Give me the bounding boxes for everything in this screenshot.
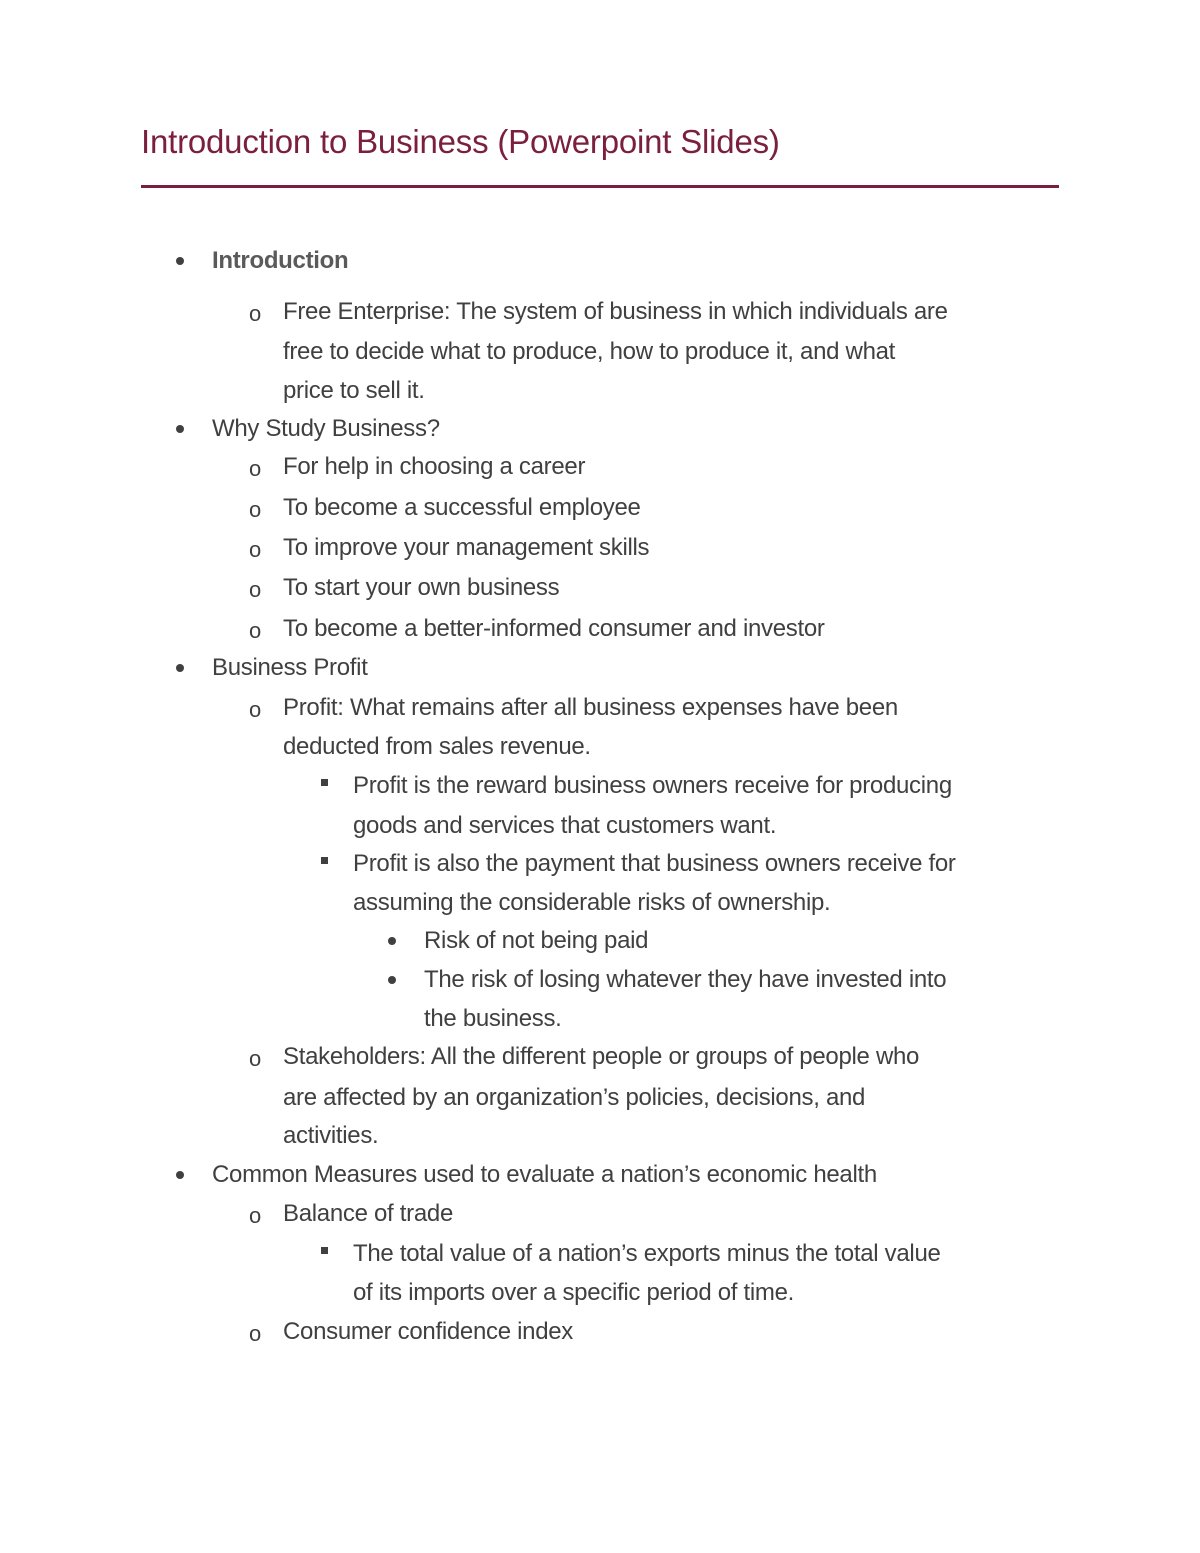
- why-item-1: For help in choosing a career: [283, 453, 586, 480]
- profit-payment-line-2: assuming the considerable risks of ownership.: [353, 889, 831, 916]
- bullet-dot-icon: [388, 937, 396, 945]
- hollow-bullet-icon: o: [249, 456, 262, 481]
- balance-def-line-1: The total value of a nation’s exports minus the total value: [353, 1240, 941, 1267]
- free-enterprise-line-1: Free Enterprise: The system of business in which individuals are: [283, 298, 948, 325]
- why-item-4: To start your own business: [283, 574, 560, 601]
- outline-heading-common-measures: Common Measures used to evaluate a nation’s economic health: [212, 1161, 877, 1188]
- risk-losing-line-2: the business.: [424, 1005, 562, 1032]
- stakeholders-line-2: are affected by an organization’s policies, decisions, and: [283, 1084, 866, 1111]
- why-item-5: To become a better-informed consumer and investor: [283, 615, 825, 642]
- outline-heading-introduction: Introduction: [212, 247, 349, 274]
- hollow-bullet-icon: o: [249, 697, 262, 722]
- why-item-3: To improve your management skills: [283, 534, 650, 561]
- stakeholders-line-1: Stakeholders: All the different people or groups of people who: [283, 1043, 920, 1070]
- hollow-bullet-icon: o: [249, 577, 262, 602]
- free-enterprise-line-2: free to decide what to produce, how to produce it, and what: [283, 338, 896, 365]
- hollow-bullet-icon: o: [249, 301, 262, 326]
- hollow-bullet-icon: o: [249, 537, 262, 562]
- why-item-2: To become a successful employee: [283, 494, 641, 521]
- profit-payment-line-1: Profit is also the payment that business owners receive for: [353, 850, 956, 877]
- bullet-dot-icon: [388, 976, 396, 984]
- outline-heading-why-study: Why Study Business?: [212, 415, 440, 442]
- hollow-bullet-icon: o: [249, 1203, 262, 1228]
- profit-def-line-1: Profit: What remains after all business expenses have been: [283, 694, 898, 721]
- bullet-dot-icon: [176, 664, 184, 672]
- stakeholders-line-3: activities.: [283, 1122, 379, 1149]
- free-enterprise-line-3: price to sell it.: [283, 377, 425, 404]
- hollow-bullet-icon: o: [249, 1046, 262, 1071]
- square-bullet-icon: [321, 779, 328, 786]
- bullet-dot-icon: [176, 257, 184, 265]
- hollow-bullet-icon: o: [249, 497, 262, 522]
- consumer-confidence-index: Consumer confidence index: [283, 1318, 574, 1345]
- profit-reward-line-1: Profit is the reward business owners receive for producing: [353, 772, 952, 799]
- hollow-bullet-icon: o: [249, 618, 262, 643]
- balance-of-trade: Balance of trade: [283, 1200, 453, 1227]
- profit-def-line-2: deducted from sales revenue.: [283, 733, 591, 760]
- hollow-bullet-icon: o: [249, 1321, 262, 1346]
- document-title: Introduction to Business (Powerpoint Slides): [141, 123, 780, 160]
- bullet-dot-icon: [176, 425, 184, 433]
- profit-reward-line-2: goods and services that customers want.: [353, 812, 777, 839]
- outline-heading-business-profit: Business Profit: [212, 654, 368, 681]
- square-bullet-icon: [321, 857, 328, 864]
- title-underline: [141, 185, 1059, 188]
- risk-losing-line-1: The risk of losing whatever they have invested into: [424, 966, 947, 993]
- square-bullet-icon: [321, 1247, 328, 1254]
- bullet-dot-icon: [176, 1171, 184, 1179]
- balance-def-line-2: of its imports over a specific period of time.: [353, 1279, 795, 1306]
- risk-not-paid: Risk of not being paid: [424, 927, 649, 954]
